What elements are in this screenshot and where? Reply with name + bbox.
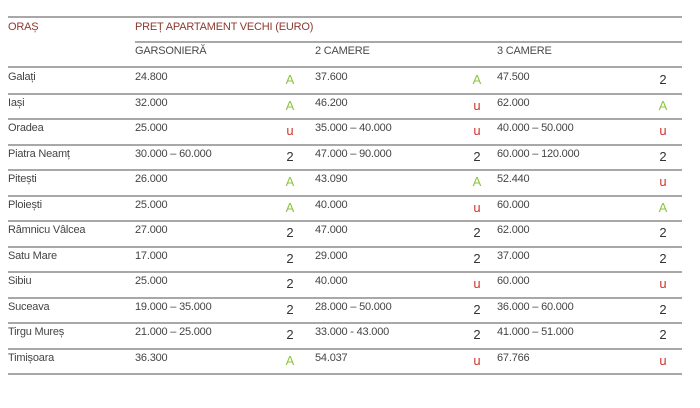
city-cell: Suceava bbox=[8, 300, 50, 313]
trend-up-icon: A bbox=[285, 72, 295, 87]
trend-down-icon: u bbox=[286, 123, 294, 138]
table-top-rule bbox=[8, 16, 682, 18]
trend-down-icon: u bbox=[659, 352, 667, 368]
trend-down-icon: u bbox=[659, 174, 667, 189]
garsoniera-price: 19.000 – 35.000 bbox=[135, 300, 212, 313]
trend-same-icon: 2 bbox=[659, 301, 667, 317]
city-cell: Râmnicu Vâlcea bbox=[8, 224, 86, 236]
city-cell: Galați bbox=[8, 71, 36, 83]
trend-up-icon: A bbox=[472, 72, 482, 87]
row-divider bbox=[8, 373, 682, 375]
city-cell: Piatra Neamț bbox=[8, 147, 70, 160]
trend-up-icon: A bbox=[658, 199, 668, 215]
table-row bbox=[8, 119, 682, 145]
trend-same-icon: 2 bbox=[286, 276, 294, 291]
trend-up-icon: A bbox=[658, 97, 668, 113]
city-cell: Tirgu Mureș bbox=[8, 326, 65, 338]
two-rooms-price: 35.000 – 40.000 bbox=[315, 122, 392, 134]
table-row bbox=[8, 247, 682, 273]
table-row bbox=[8, 323, 682, 349]
table-row bbox=[8, 145, 682, 171]
two-rooms-price: 40.000 bbox=[315, 275, 348, 287]
trend-same-icon: 2 bbox=[473, 301, 481, 317]
two-rooms-price: 40.000 bbox=[315, 198, 348, 211]
three-rooms-price: 47.500 bbox=[497, 71, 530, 83]
two-rooms-price: 47.000 bbox=[315, 224, 348, 236]
trend-down-icon: u bbox=[473, 276, 481, 291]
two-rooms-price: 46.200 bbox=[315, 96, 348, 109]
two-rooms-price: 28.000 – 50.000 bbox=[315, 300, 392, 313]
table-row bbox=[8, 298, 682, 324]
trend-down-icon: u bbox=[473, 123, 481, 138]
garsoniera-price: 25.000 bbox=[135, 275, 168, 287]
trend-same-icon: 2 bbox=[286, 225, 294, 240]
garsoniera-price: 24.800 bbox=[135, 71, 168, 83]
three-rooms-price: 62.000 bbox=[497, 224, 530, 236]
garsoniera-price: 32.000 bbox=[135, 96, 168, 109]
garsoniera-price: 27.000 bbox=[135, 224, 168, 236]
two-rooms-price: 47.000 – 90.000 bbox=[315, 147, 392, 160]
trend-same-icon: 2 bbox=[659, 250, 667, 266]
trend-down-icon: u bbox=[659, 276, 667, 291]
three-rooms-price: 40.000 – 50.000 bbox=[497, 122, 574, 134]
city-cell: Timișoara bbox=[8, 351, 55, 364]
trend-same-icon: 2 bbox=[473, 148, 481, 164]
trend-same-icon: 2 bbox=[286, 301, 294, 317]
three-rooms-price: 60.000 bbox=[497, 275, 530, 287]
city-cell: Ploiești bbox=[8, 198, 42, 211]
two-rooms-price: 29.000 bbox=[315, 249, 348, 262]
trend-same-icon: 2 bbox=[473, 225, 481, 240]
garsoniera-price: 25.000 bbox=[135, 122, 168, 134]
city-cell: Sibiu bbox=[8, 275, 32, 287]
three-rooms-price: 41.000 – 51.000 bbox=[497, 326, 574, 338]
three-rooms-price: 60.000 bbox=[497, 198, 530, 211]
trend-up-icon: A bbox=[285, 199, 295, 215]
trend-same-icon: 2 bbox=[286, 327, 294, 342]
garsoniera-price: 25.000 bbox=[135, 198, 168, 211]
header-city: ORAȘ bbox=[8, 21, 39, 33]
trend-same-icon: 2 bbox=[473, 327, 481, 342]
trend-same-icon: 2 bbox=[286, 250, 294, 266]
three-rooms-price: 37.000 bbox=[497, 249, 530, 262]
three-rooms-price: 36.000 – 60.000 bbox=[497, 300, 574, 313]
trend-same-icon: 2 bbox=[286, 148, 294, 164]
header-col-garsoniera: GARSONIERĂ bbox=[135, 45, 207, 57]
city-cell: Oradea bbox=[8, 122, 44, 134]
three-rooms-price: 60.000 – 120.000 bbox=[497, 147, 580, 160]
header-col-3-camere: 3 CAMERE bbox=[497, 45, 552, 57]
header-price-group: PREȚ APARTAMENT VECHI (EURO) bbox=[135, 21, 314, 33]
trend-down-icon: u bbox=[473, 199, 481, 215]
table-row bbox=[8, 68, 682, 94]
three-rooms-price: 52.440 bbox=[497, 173, 530, 185]
city-cell: Iași bbox=[8, 96, 25, 109]
table-row bbox=[8, 170, 682, 196]
trend-down-icon: u bbox=[473, 97, 481, 113]
two-rooms-price: 33.000 - 43.000 bbox=[315, 326, 390, 338]
two-rooms-price: 54.037 bbox=[315, 351, 348, 364]
header-col-2-camere: 2 CAMERE bbox=[315, 45, 370, 57]
trend-up-icon: A bbox=[285, 174, 295, 189]
garsoniera-price: 21.000 – 25.000 bbox=[135, 326, 212, 338]
garsoniera-price: 30.000 – 60.000 bbox=[135, 147, 212, 160]
table-row bbox=[8, 349, 682, 375]
trend-same-icon: 2 bbox=[659, 225, 667, 240]
trend-up-icon: A bbox=[285, 352, 295, 368]
garsoniera-price: 17.000 bbox=[135, 249, 168, 262]
trend-up-icon: A bbox=[285, 97, 295, 113]
two-rooms-price: 37.600 bbox=[315, 71, 348, 83]
city-cell: Satu Mare bbox=[8, 249, 57, 262]
trend-down-icon: u bbox=[473, 352, 481, 368]
three-rooms-price: 62.000 bbox=[497, 96, 530, 109]
city-cell: Pitești bbox=[8, 173, 37, 185]
trend-same-icon: 2 bbox=[659, 148, 667, 164]
table-row bbox=[8, 221, 682, 247]
trend-down-icon: u bbox=[659, 123, 667, 138]
trend-same-icon: 2 bbox=[473, 250, 481, 266]
trend-same-icon: 2 bbox=[659, 72, 667, 87]
trend-same-icon: 2 bbox=[659, 327, 667, 342]
two-rooms-price: 43.090 bbox=[315, 173, 348, 185]
header-group-rule bbox=[135, 41, 682, 43]
table-row bbox=[8, 272, 682, 298]
garsoniera-price: 36.300 bbox=[135, 351, 168, 364]
three-rooms-price: 67.766 bbox=[497, 351, 530, 364]
table-row bbox=[8, 94, 682, 120]
garsoniera-price: 26.000 bbox=[135, 173, 168, 185]
table-row bbox=[8, 196, 682, 222]
trend-up-icon: A bbox=[472, 174, 482, 189]
